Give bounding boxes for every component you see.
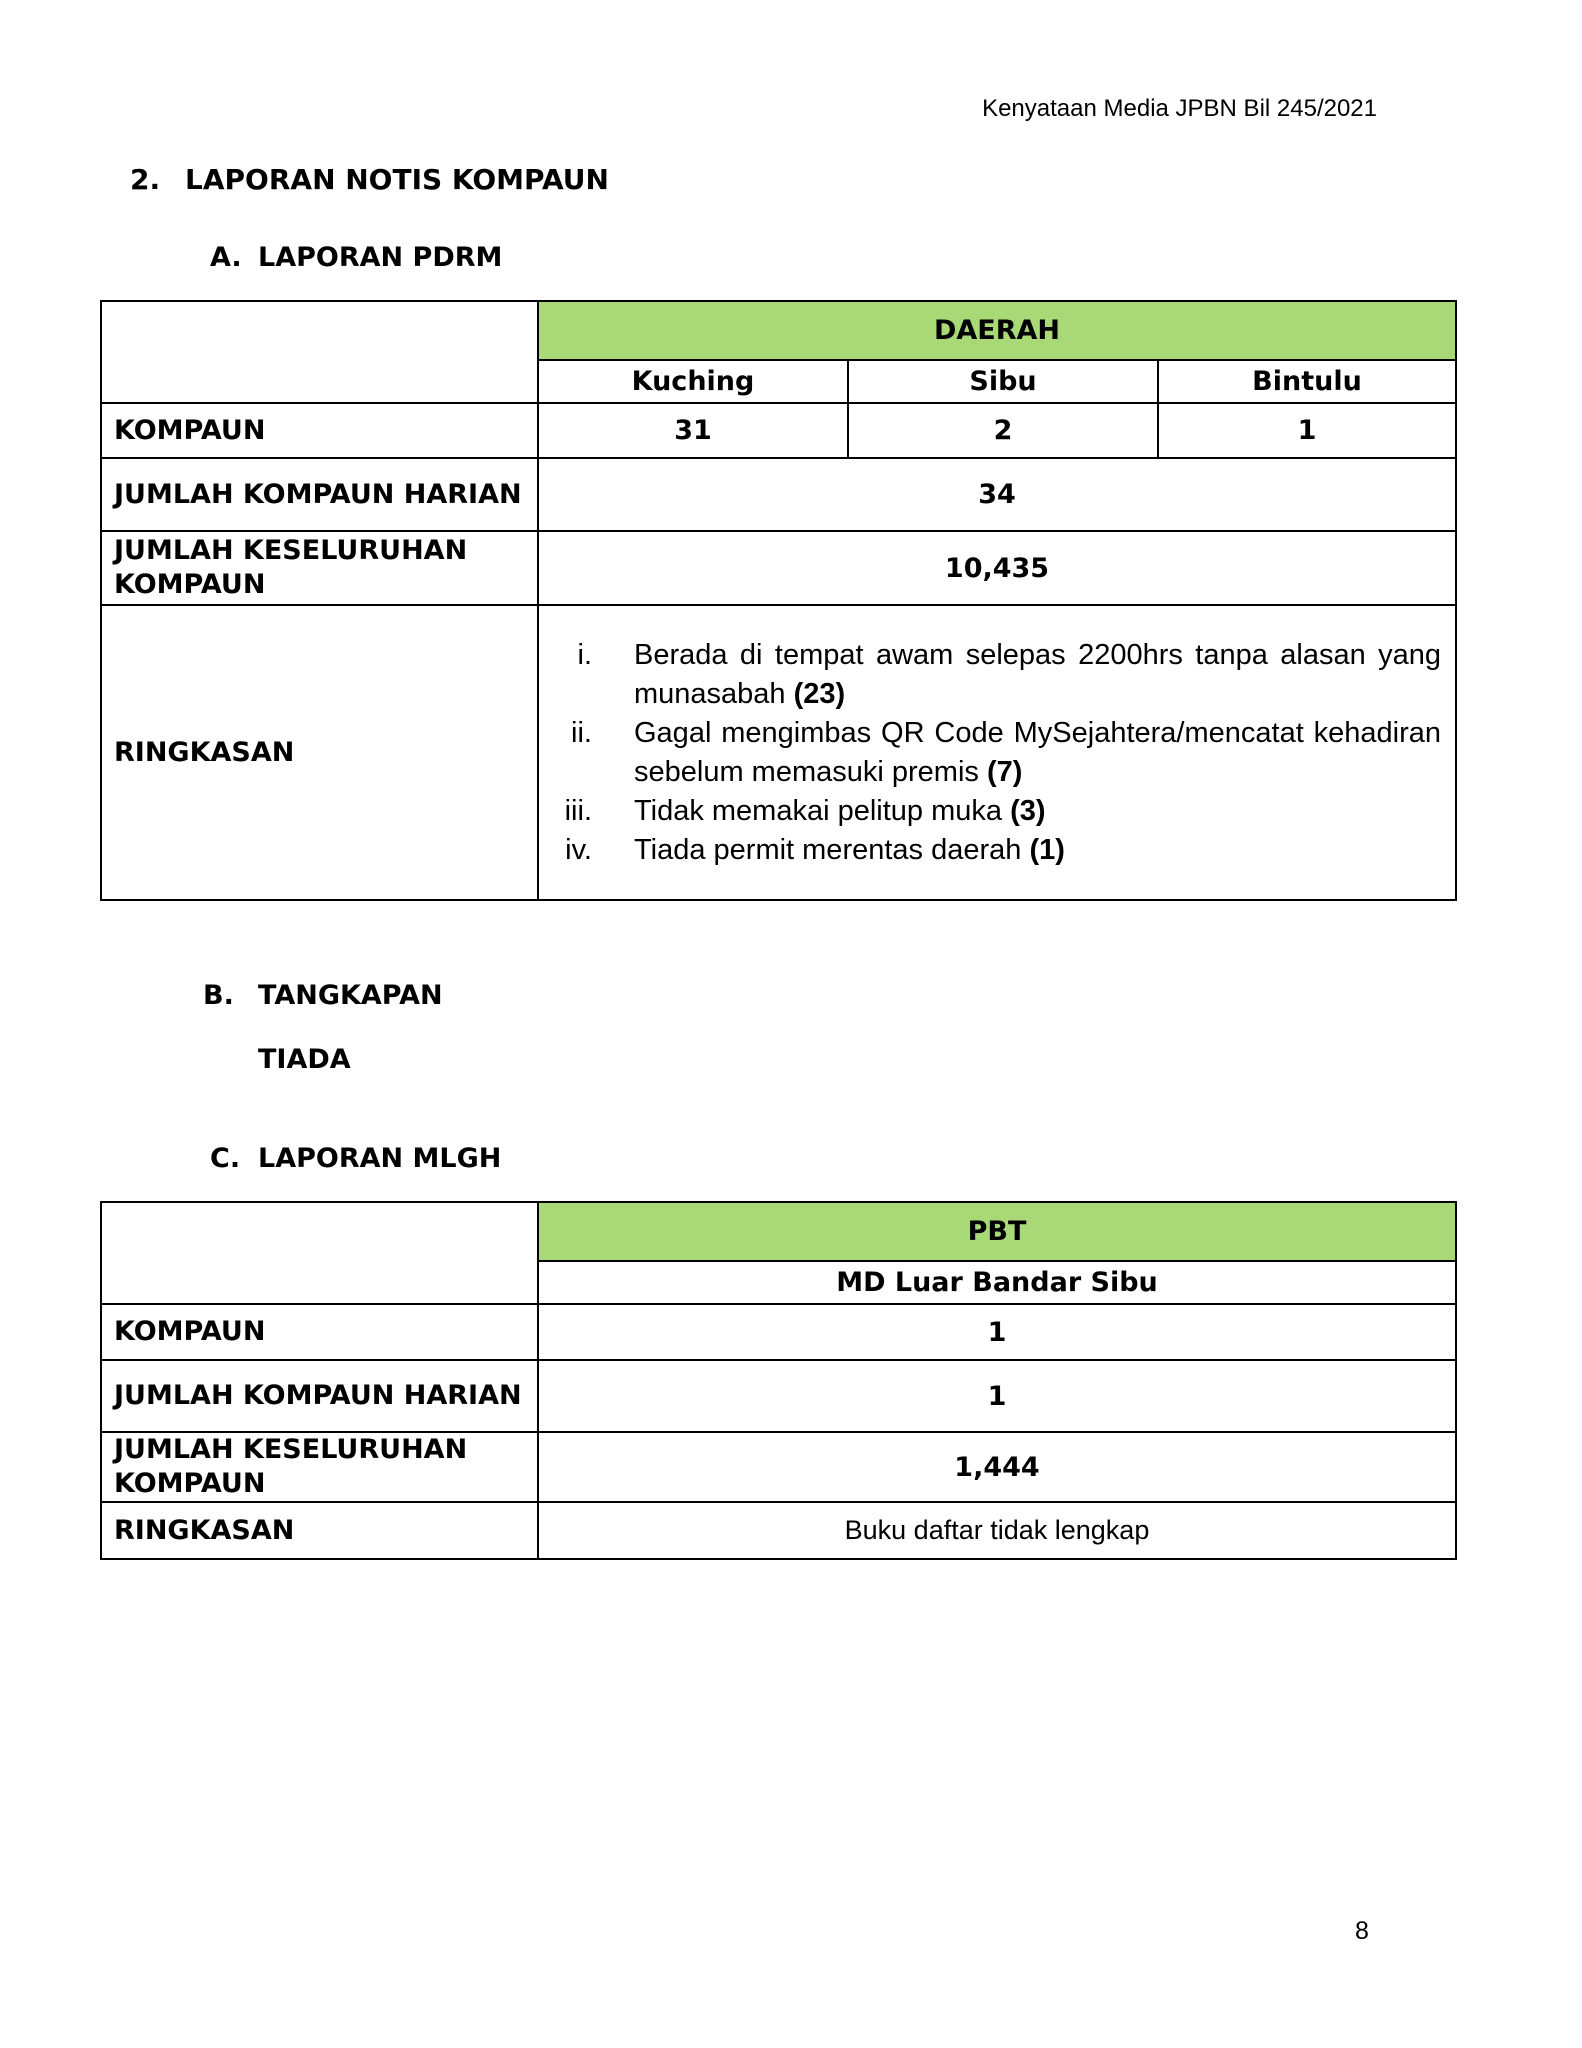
- summary-count: (23): [793, 677, 846, 710]
- jumlah-harian-value: 34: [538, 458, 1456, 531]
- district-header-bintulu: Bintulu: [1158, 360, 1456, 403]
- part-a-heading: [210, 242, 502, 273]
- mlgh-table: [100, 1201, 1457, 1560]
- list-item: [539, 636, 1441, 714]
- district-group-header: DAERAH: [538, 301, 1456, 360]
- summary-count: (1): [1029, 833, 1065, 866]
- part-b-title: TANGKAPAN: [258, 980, 443, 1011]
- jumlah-keseluruhan-value: 1,444: [538, 1432, 1456, 1502]
- kompaun-value: 1: [538, 1304, 1456, 1360]
- part-b-heading: [203, 980, 443, 1011]
- list-text: [634, 714, 1441, 792]
- row-label-kompaun: KOMPAUN: [101, 403, 538, 458]
- part-b-value: TIADA: [258, 1044, 351, 1075]
- district-header-sibu: Sibu: [848, 360, 1158, 403]
- list-item: [539, 831, 1441, 870]
- list-numeral: iv.: [565, 833, 592, 866]
- part-c-title: LAPORAN MLGH: [258, 1143, 502, 1174]
- jumlah-harian-value: 1: [538, 1360, 1456, 1432]
- list-numeral: i.: [577, 638, 592, 671]
- page-number: 8: [1355, 1917, 1369, 1945]
- ringkasan-value: Buku daftar tidak lengkap: [538, 1502, 1456, 1559]
- summary-count: (3): [1010, 794, 1046, 827]
- summary-text: Tiada permit merentas daerah: [634, 833, 1022, 866]
- row-label-jumlah-harian: JUMLAH KOMPAUN HARIAN: [101, 1360, 538, 1432]
- kompaun-bintulu: 1: [1158, 403, 1456, 458]
- summary-list: [539, 636, 1441, 870]
- pdrm-table: [100, 300, 1457, 901]
- row-label-jumlah-keseluruhan: [101, 531, 538, 605]
- ringkasan-cell: [538, 605, 1456, 900]
- district-header-kuching: Kuching: [538, 360, 848, 403]
- label-line-2: KOMPAUN: [114, 1468, 266, 1499]
- list-item: [539, 714, 1441, 792]
- label-line-1: JUMLAH KESELURUHAN: [114, 1434, 468, 1465]
- table-corner-cell: [101, 1202, 538, 1304]
- jumlah-keseluruhan-value: 10,435: [538, 531, 1456, 605]
- summary-text: Gagal mengimbas QR Code MySejahtera/mencatat kehadiran sebelum memasuki premis: [634, 716, 1442, 788]
- list-numeral: ii.: [571, 716, 592, 749]
- list-text: [634, 831, 1441, 870]
- row-label-kompaun: KOMPAUN: [101, 1304, 538, 1360]
- authority-header: MD Luar Bandar Sibu: [538, 1261, 1456, 1304]
- kompaun-kuching: 31: [538, 403, 848, 458]
- part-c-heading: [210, 1143, 501, 1174]
- list-item: [539, 792, 1441, 831]
- part-b-letter: B.: [203, 980, 234, 1011]
- summary-count: (7): [986, 755, 1023, 788]
- part-a-letter: A.: [210, 242, 242, 273]
- document-reference: Kenyataan Media JPBN Bil 245/2021: [982, 95, 1377, 122]
- row-label-ringkasan: RINGKASAN: [101, 1502, 538, 1559]
- part-a-title: LAPORAN PDRM: [258, 242, 503, 273]
- table-corner-cell: [101, 301, 538, 403]
- section-title: LAPORAN NOTIS KOMPAUN: [185, 163, 609, 196]
- summary-text: Tidak memakai pelitup muka: [634, 794, 1003, 827]
- label-line-2: KOMPAUN: [114, 569, 266, 600]
- label-line-1: JUMLAH KESELURUHAN: [114, 535, 468, 566]
- section-heading: [130, 163, 609, 196]
- row-label-jumlah-harian: JUMLAH KOMPAUN HARIAN: [101, 458, 538, 531]
- pbt-group-header: PBT: [538, 1202, 1456, 1261]
- part-c-letter: C.: [210, 1143, 241, 1174]
- list-text: [634, 636, 1441, 714]
- row-label-jumlah-keseluruhan: [101, 1432, 538, 1502]
- summary-text: Berada di tempat awam selepas 2200hrs tanpa alasan yang munasabah: [634, 638, 1442, 710]
- list-numeral: iii.: [564, 794, 592, 827]
- list-text: [634, 792, 1441, 831]
- row-label-ringkasan: RINGKASAN: [101, 605, 538, 900]
- kompaun-sibu: 2: [848, 403, 1158, 458]
- section-number: 2.: [130, 163, 161, 196]
